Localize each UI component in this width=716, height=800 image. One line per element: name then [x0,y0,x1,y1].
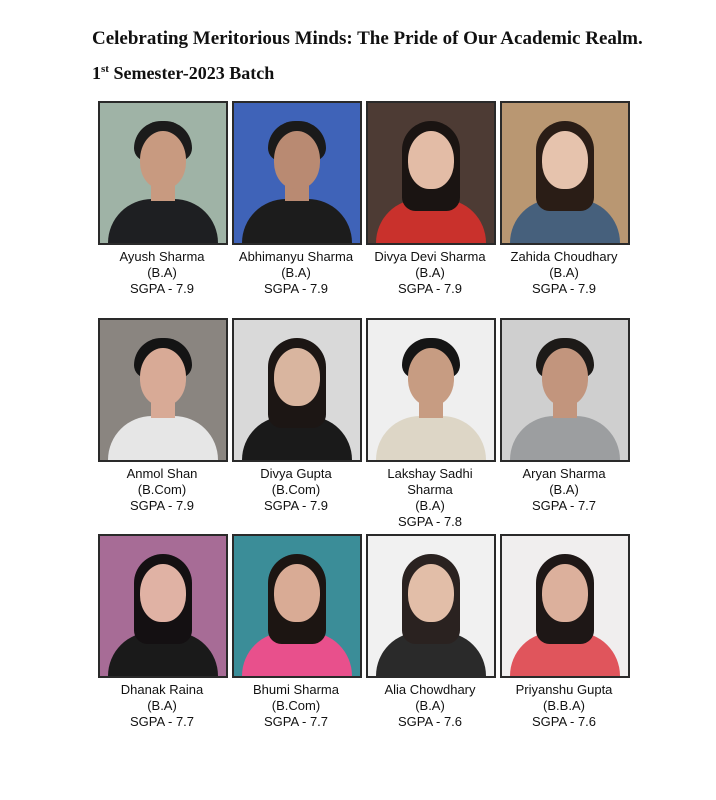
student-name: Divya Devi Sharma [374,249,486,264]
student-photo [98,318,228,462]
student-course: (B.Com) [137,482,187,497]
student-card [500,101,632,297]
student-photo [232,534,362,678]
student-course: (B.A) [549,265,579,280]
student-sgpa: SGPA - 7.7 [129,714,195,729]
student-card [366,318,498,530]
student-course: (B.A) [147,698,177,713]
student-photo [98,534,228,678]
student-name: Bhumi Sharma [253,682,339,697]
photo-face [408,564,454,622]
student-course: (B.A) [281,265,311,280]
student-course: (B.Com) [271,482,321,497]
student-name: Abhimanyu Sharma [238,249,354,264]
student-card [232,318,364,514]
student-sgpa: SGPA - 7.8 [397,514,463,529]
student-card [98,101,230,297]
student-course: (B.A) [415,265,445,280]
student-photo [500,534,630,678]
subtitle-ordinal: 1 [92,63,101,83]
student-photo [366,101,496,245]
student-photo [500,101,630,245]
student-sgpa: SGPA - 7.9 [263,281,329,296]
student-name: Zahida Choudhary [510,249,618,264]
student-photo [232,101,362,245]
student-photo [366,318,496,462]
student-card [98,318,230,514]
photo-face [408,348,454,406]
student-sgpa: SGPA - 7.9 [129,498,195,513]
photo-face [542,564,588,622]
student-sgpa: SGPA - 7.9 [397,281,463,296]
student-name: Ayush Sharma [119,249,205,264]
student-sgpa: SGPA - 7.6 [531,714,597,729]
student-sgpa: SGPA - 7.9 [263,498,329,513]
student-card [366,101,498,297]
photo-face [140,564,186,622]
student-name: Alia Chowdhary [384,682,476,697]
student-name: Anmol Shan [126,466,198,481]
student-card [500,318,632,514]
student-name: Divya Gupta [260,466,332,481]
photo-face [542,131,588,189]
photo-face [274,131,320,189]
student-card [98,534,230,730]
student-name: Lakshay Sadhi Sharma [387,466,473,497]
student-sgpa: SGPA - 7.7 [263,714,329,729]
photo-face [542,348,588,406]
student-course: (B.B.A) [543,698,585,713]
student-name: Priyanshu Gupta [515,682,613,697]
student-name: Dhanak Raina [120,682,204,697]
page-title: Celebrating Meritorious Minds: The Pride of Our Academic Realm. [92,28,643,49]
student-sgpa: SGPA - 7.9 [129,281,195,296]
student-photo [98,101,228,245]
student-sgpa: SGPA - 7.9 [531,281,597,296]
batch-subtitle [92,63,274,84]
student-photo [366,534,496,678]
subtitle-text: Semester-2023 Batch [108,63,275,83]
student-course: (B.A) [415,498,445,513]
student-course: (B.A) [549,482,579,497]
student-sgpa: SGPA - 7.7 [531,498,597,513]
student-course: (B.Com) [271,698,321,713]
student-course: (B.A) [415,698,445,713]
student-name: Aryan Sharma [522,466,606,481]
student-sgpa: SGPA - 7.6 [397,714,463,729]
photo-face [140,348,186,406]
student-card [232,534,364,730]
subtitle-ordinal-suffix: st [101,63,109,75]
student-photo [232,318,362,462]
photo-face [274,348,320,406]
photo-face [140,131,186,189]
student-card [366,534,498,730]
student-card [232,101,364,297]
photo-face [274,564,320,622]
student-card [500,534,632,730]
student-photo [500,318,630,462]
student-course: (B.A) [147,265,177,280]
photo-face [408,131,454,189]
